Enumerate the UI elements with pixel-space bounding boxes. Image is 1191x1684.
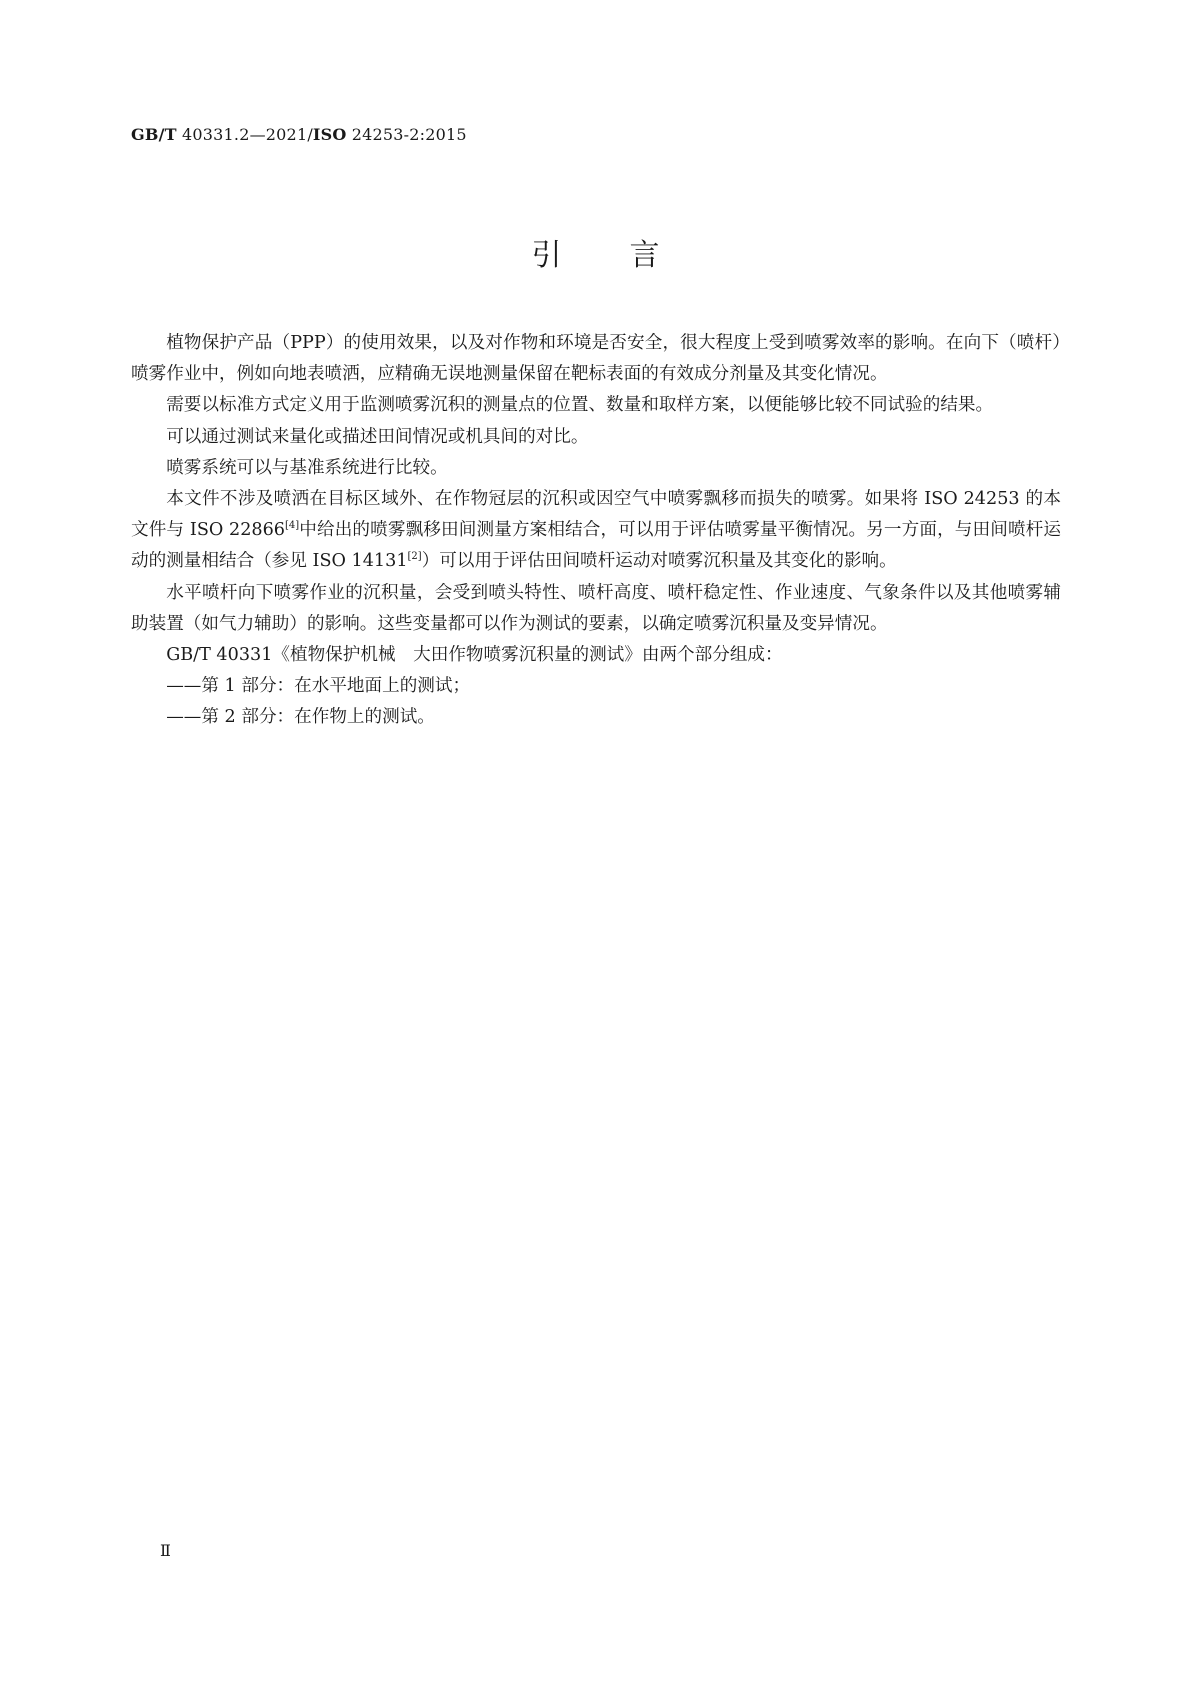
paragraph-field-comparison: 可以通过测试来量化或描述田间情况或机具间的对比。 [166, 426, 589, 447]
reference-4: [4] [284, 520, 300, 532]
scope-text-part2: 中给出的喷雾飘移田间测量方案相结合，可以用于评估喷雾量平衡情况。另一方面，与田间喷杆运动的测量相结合（参见 ISO 14131 [131, 520, 1061, 572]
paragraph-measurement-points: 需要以标准方式定义用于监测喷雾沉积的测量点的位置、数量和取样方案，以便能够比较不同试验的结果。 [166, 395, 994, 416]
page-number: Ⅱ [160, 1541, 171, 1560]
paragraph-scope-exclusion [131, 484, 1061, 578]
paragraph-standard-parts: GB/T 40331《植物保护机械 大田作物喷雾沉积量的测试》由两个部分组成： [166, 645, 783, 666]
header-code-prefix: GB/T [131, 125, 177, 144]
header-iso-number: 24253-2:2015 [346, 125, 467, 144]
paragraph-deposit-factors: 水平喷杆向下喷雾作业的沉积量，会受到喷头特性、喷杆高度、喷杆稳定性、作业速度、气象条件以及其他喷雾辅助装置（如气力辅助）的影响。这些变量都可以作为测试的要素，以确定喷雾沉积量及变异情况。 [131, 582, 1061, 634]
list-item-part-2: ——第 2 部分：在作物上的测试。 [166, 707, 435, 728]
list-item-part-1: ——第 1 部分：在水平地面上的测试； [166, 676, 471, 697]
document-header [131, 125, 467, 144]
scope-text-part1: 本文件不涉及喷洒在目标区域外、在作物冠层的沉积或因空气中喷雾飘移而损失的喷雾。如果将 ISO 24253 的本文件与 ISO 22866 [131, 489, 1061, 541]
header-iso-prefix: ISO [312, 125, 347, 144]
paragraph-ppp-efficiency: 植物保护产品（PPP）的使用效果，以及对作物和环境是否安全，很大程度上受到喷雾效率的影响。在向下（喷杆）喷雾作业中，例如向地表喷洒，应精确无误地测量保留在靶标表面的有效成分剂量及其变化情况。 [131, 333, 1061, 385]
reference-2: [2] [407, 551, 422, 563]
scope-text-part3: ）可以用于评估田间喷杆运动对喷雾沉积量及其变化的影响。 [421, 551, 897, 572]
header-code-number: 40331.2—2021/ [176, 125, 313, 144]
section-title: 引言 [531, 238, 728, 273]
introduction-body [131, 328, 1061, 734]
paragraph-reference-system: 喷雾系统可以与基准系统进行比较。 [166, 457, 448, 478]
